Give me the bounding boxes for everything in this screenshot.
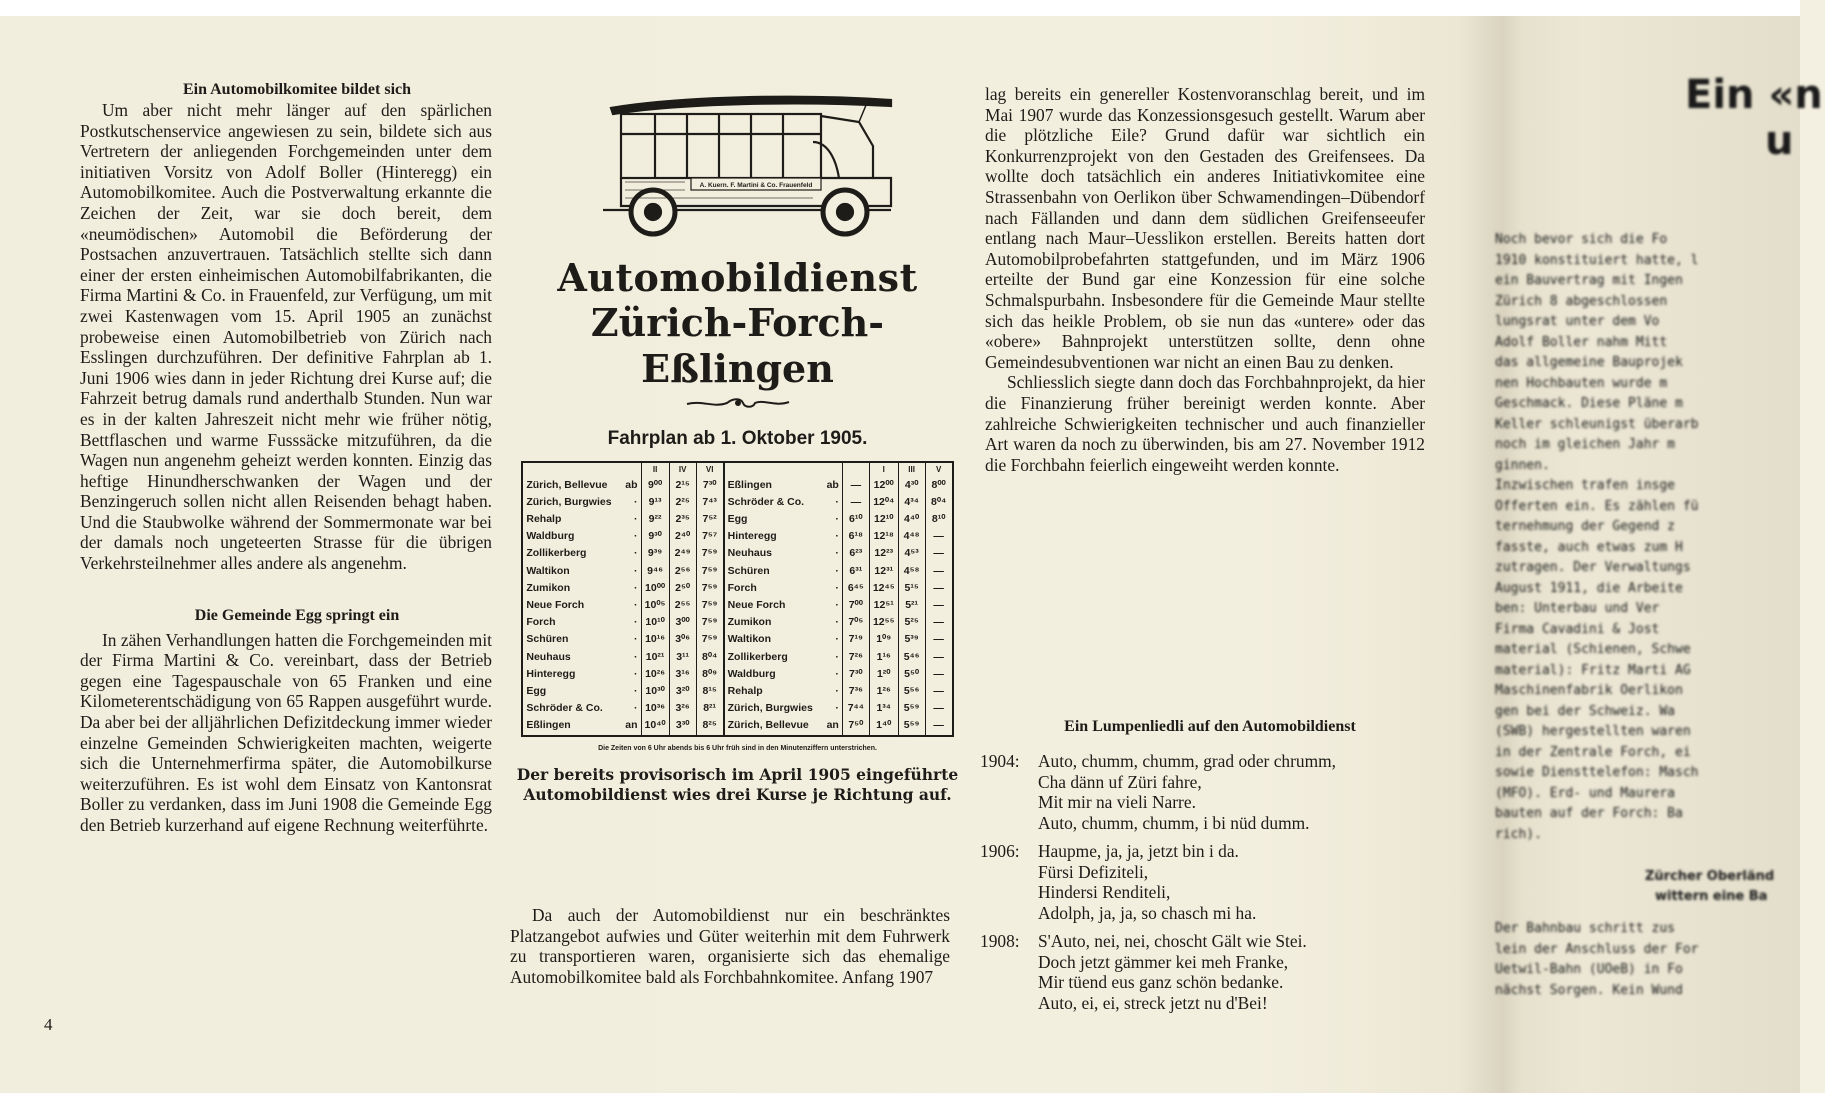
departure-time: 7⁵⁹	[696, 580, 724, 597]
departure-time: 9¹³	[641, 494, 669, 511]
departure-time: 2⁵⁶	[669, 563, 696, 580]
departure-time: —	[925, 545, 953, 562]
stanza-lines	[1038, 931, 1307, 1013]
course-number: III	[898, 462, 925, 477]
departure-time: 5⁴⁶	[898, 649, 925, 666]
dep-arr-marker: ·	[835, 513, 839, 525]
station-name: Neuhaus	[724, 545, 816, 562]
dep-arr-marker: ·	[835, 702, 839, 715]
departure-time: —	[925, 683, 953, 700]
timetable-row	[522, 597, 952, 614]
departure-time: 7⁰⁵	[842, 614, 869, 631]
dep-arr-marker: ·	[835, 564, 839, 577]
departure-time: 1¹⁶	[869, 649, 898, 666]
poem	[980, 717, 1400, 1021]
departure-time: 7⁵⁹	[696, 563, 724, 580]
station-name: Zürich, Bellevue	[724, 717, 816, 735]
station-name: Zumikon	[724, 614, 816, 631]
station-name: Zürich, Bellevue	[526, 478, 608, 491]
timetable-row	[522, 563, 952, 580]
station-name: Forch	[724, 580, 816, 597]
timetable-poster	[510, 86, 965, 805]
next-page-line: gen bei der Schweiz. Wa	[1495, 703, 1676, 719]
timetable-header-row	[522, 462, 952, 477]
station-name: Zürich, Burgwies	[724, 700, 816, 717]
departure-time: 3⁰⁰	[669, 614, 696, 631]
next-page-line: Maschinenfabrik Oerlikon	[1495, 683, 1683, 698]
next-page-line: nächst Sorgen. Kein Wund	[1495, 982, 1683, 998]
timetable-row	[522, 666, 952, 683]
next-page-line: Uetwil-Bahn (UOeB) in Fo	[1495, 962, 1683, 977]
departure-time: 2⁴⁰	[669, 528, 696, 545]
departure-time: 7³⁰	[696, 477, 724, 494]
departure-time: 7⁵⁷	[696, 528, 724, 545]
departure-time: —	[925, 597, 953, 614]
departure-time: 12⁴⁵	[869, 580, 898, 597]
departure-time: 3³⁰	[669, 717, 696, 735]
departure-time: 7⁵⁹	[696, 597, 724, 614]
departure-time: 6¹⁰	[842, 511, 869, 528]
station-name: Schüren	[526, 633, 569, 646]
dep-arr-marker: ·	[634, 616, 638, 629]
stanza-year: 1904:	[980, 751, 1020, 771]
poem-line: Doch jetzt gämmer kei meh Franke,	[1038, 951, 1289, 972]
paragraph: Um aber nicht mehr länger auf den spärlichen Postkutschenservice angewiesen zu sein, bildete sich aus Vertretern der anliegenden Forchgemeinden unter dem initiativen Vorsitz von Adolf Boller (Hinteregg) ein Automobilkomitee. Auch die Postverwaltung erkannte die Zeichen der Zeit, war sie doch bereit, dem «neumödischen» Automobil die Beförderung der Postsachen anzuvertrauen. Tatsächlich stellte sich dann einer der ersten einheimischen Automobilfabrikanten, die Firma Martini & Co. in Frauenfeld, zur Verfügung, um mit zwei Kastenwagen vom 15. April 1905 an zunächst probeweise einen Automobilbetrieb von Zürich nach Esslingen durchzuführen. Der definitive Fahrplan ab 1. Juni 1906 wies dann in jeder Richtung drei Kurse auf; die Fahrzeit betrug damals rund anderthalb Stunden. Nun war es in der kalten Jahreszeit nicht mehr wie früher nötig, Bettflaschen und warme Fusssäcke mitzuführen, da die Wagen nun angenehm geheizt werden konnten. Einzig das heftige Hinundherschwanken der Wagen und der Benzingeruch sollen nicht allen Reisenden behagt haben. Und die Staubwolke während der Sommermonate war bei der damals noch ungeteerten Strasse für die übrigen Verkehrsteilnehmer alles andere als angenehm.	[80, 100, 492, 574]
departure-time: 7⁵⁰	[842, 717, 869, 735]
dep-arr-marker: ·	[634, 667, 638, 680]
station-name: Neue Forch	[526, 599, 585, 612]
departure-time: —	[925, 528, 953, 545]
station-name: Waldburg	[526, 530, 575, 543]
course-number: I	[869, 462, 898, 477]
section-heading-egg: Die Gemeinde Egg springt ein	[194, 606, 400, 624]
departure-time: 8¹⁵	[696, 683, 724, 700]
departure-time: —	[842, 494, 869, 511]
departure-time: 10³⁶	[641, 700, 669, 717]
departure-time: 5¹⁵	[898, 580, 925, 597]
paragraph: Da auch der Automobildienst nur ein beschränktes Platzangebot aufwies und Güter weiterhin mit dem Fuhrwerk zu transportieren waren, organisierte sich das ehemalige Automobilkomitee bald als Forchbahnkomitee. Anfang 1907	[510, 905, 950, 987]
dep-arr-marker: ·	[835, 667, 839, 680]
departure-time: 4⁴⁰	[898, 511, 925, 528]
departure-time: 2³⁵	[669, 511, 696, 528]
next-page-line: Inzwischen trafen insge	[1495, 478, 1676, 493]
departure-time: 9³⁰	[641, 528, 669, 545]
poem-line: Auto, ei, ei, streck jetzt nu d'Bei!	[1038, 992, 1268, 1013]
next-page-line: Adolf Boller nahm Mitt	[1495, 334, 1668, 350]
departure-time: 9⁰⁰	[641, 477, 669, 494]
next-page-line: (SWB) hergestellten waren	[1495, 724, 1691, 739]
next-page-line: bauten auf der Forch: Ba	[1495, 806, 1683, 821]
dep-arr-marker: ·	[634, 702, 638, 715]
departure-time: 2⁵⁰	[669, 580, 696, 597]
middle-paragraph	[510, 905, 950, 987]
departure-time: 4³⁴	[898, 494, 925, 511]
dep-arr-marker: ·	[634, 495, 638, 508]
next-page-line: material): Fritz Marti AG	[1495, 662, 1691, 678]
dep-arr-marker: ·	[634, 599, 638, 612]
next-page-line: ginnen.	[1495, 457, 1550, 473]
dep-arr-marker: ·	[634, 513, 638, 525]
station-name: Neue Forch	[724, 597, 816, 614]
figure-caption: Der bereits provisorisch im April 1905 eingeführte Automobildienst wies drei Kurse je Richtung auf.	[516, 765, 959, 805]
departure-time: 3¹¹	[669, 649, 696, 666]
poem-line: Fürsi Defiziteli,	[1038, 861, 1149, 882]
vehicle-sign: A. Kuern. F. Martini & Co. Frauenfeld	[699, 182, 812, 189]
next-page-line: ben: Unterbau und Ver	[1495, 601, 1660, 616]
departure-time: —	[925, 614, 953, 631]
departure-time: 8⁰⁹	[696, 666, 724, 683]
station-name: Waltikon	[526, 564, 570, 577]
poem-stanza	[980, 931, 1400, 1013]
departure-time: 12⁵¹	[869, 597, 898, 614]
departure-time: 8²⁵	[696, 717, 724, 735]
dep-arr-marker: ·	[634, 633, 638, 646]
departure-time: 7⁵⁹	[696, 614, 724, 631]
next-page-line: noch im gleichen Jahr m	[1495, 437, 1676, 452]
next-page-line: August 1911, die Arbeite	[1495, 580, 1683, 596]
next-page-line: (MFO). Erd- und Maurera	[1495, 785, 1676, 801]
station-name: Zollikerberg	[526, 547, 587, 560]
dep-arr-marker: ·	[634, 564, 638, 577]
station-name: Zollikerberg	[724, 649, 816, 666]
departure-time: 1⁰⁹	[869, 631, 898, 648]
poster-route: Zürich-Forch-Eßlingen	[590, 300, 885, 391]
dep-arr-marker: ab	[625, 478, 638, 491]
dep-arr-marker: ·	[835, 650, 839, 663]
departure-time: 12²³	[869, 545, 898, 562]
station-name: Eßlingen	[724, 477, 816, 494]
poster-title: Automobildienst	[557, 255, 918, 300]
timetable-row	[522, 580, 952, 597]
station-name: Schröder & Co.	[724, 494, 816, 511]
next-page-line: nen Hochbauten wurde m	[1495, 375, 1668, 391]
course-number: II	[641, 462, 669, 477]
course-number: V	[925, 462, 953, 477]
station-name: Schröder & Co.	[526, 702, 603, 715]
timetable-row	[522, 631, 952, 648]
next-page-line: lein der Anschluss der For	[1495, 941, 1699, 957]
timetable-row	[522, 700, 952, 717]
poem-line: S'Auto, nei, nei, choscht Gält wie Stei.	[1038, 931, 1307, 951]
timetable-row	[522, 717, 952, 735]
stanza-lines	[1038, 751, 1336, 833]
departure-time: 10³⁰	[641, 683, 669, 700]
next-page-line: zutragen. Der Verwaltungs	[1495, 560, 1691, 575]
departure-time: —	[925, 563, 953, 580]
scan-border	[0, 0, 1800, 16]
departure-time: 2¹⁵	[669, 477, 696, 494]
course-number: IV	[669, 462, 696, 477]
timetable-note: Die Zeiten von 6 Uhr abends bis 6 Uhr früh sind in den Minutenziffern unterstrichen.	[598, 744, 877, 752]
departure-time: 12³¹	[869, 563, 898, 580]
next-page-line: Der Bahnbau schritt zus	[1495, 921, 1676, 936]
departure-time: 7²⁶	[842, 649, 869, 666]
station-name: Waldburg	[724, 666, 816, 683]
timetable	[521, 461, 953, 737]
departure-time: —	[925, 717, 953, 735]
departure-time: 3⁰⁶	[669, 631, 696, 648]
departure-time: —	[925, 666, 953, 683]
departure-time: 1²⁰	[869, 666, 898, 683]
departure-time: 9⁴⁶	[641, 563, 669, 580]
next-page-line: Zürich 8 abgeschlossen	[1495, 293, 1668, 309]
departure-time: 1⁴⁰	[869, 717, 898, 735]
departure-time: 1²⁶	[869, 683, 898, 700]
departure-time: 6²³	[842, 545, 869, 562]
poem-line: Haupme, ja, ja, jetzt bin i da.	[1038, 841, 1239, 861]
departure-time: 5²⁵	[898, 614, 925, 631]
timetable-row	[522, 528, 952, 545]
dep-arr-marker: an	[625, 719, 638, 732]
departure-time: 1³⁴	[869, 700, 898, 717]
dep-arr-marker: ·	[835, 530, 839, 543]
dep-arr-marker: ·	[835, 616, 839, 629]
page-number: 4	[44, 1015, 53, 1034]
dep-arr-marker: ·	[835, 495, 839, 508]
dep-arr-marker: ·	[835, 599, 839, 612]
departure-time: 5⁵⁰	[898, 666, 925, 683]
departure-time: 5⁵⁶	[898, 683, 925, 700]
departure-time: 9²²	[641, 511, 669, 528]
departure-time: 5³⁹	[898, 631, 925, 648]
departure-time: —	[842, 477, 869, 494]
poem-heading: Ein Lumpenliedli auf den Automobildienst	[1064, 718, 1356, 735]
departure-time: 8⁰⁴	[925, 494, 953, 511]
course-number: VI	[696, 462, 724, 477]
next-page-line: Keller schleunigst überarb	[1495, 416, 1699, 432]
next-page-line: ternehmung der Gegend z	[1495, 519, 1676, 534]
section-heading: Ein Automobilkomitee bildet sich	[182, 81, 412, 98]
dep-arr-marker: ·	[634, 547, 638, 560]
dep-arr-marker: ·	[835, 633, 839, 646]
dep-arr-marker: ·	[835, 547, 839, 560]
next-page-line: sowie Diensttelefon: Masch	[1495, 765, 1699, 780]
departure-time: 10²¹	[641, 649, 669, 666]
departure-time: 5²¹	[898, 597, 925, 614]
departure-time: 12⁰⁴	[869, 494, 898, 511]
departure-time: 12⁵⁵	[869, 614, 898, 631]
departure-time: —	[925, 649, 953, 666]
timetable-row	[522, 494, 952, 511]
station-name: Zumikon	[526, 581, 571, 594]
departure-time: 6¹⁸	[842, 528, 869, 545]
station-name: Egg	[526, 685, 547, 698]
dep-arr-marker: ·	[835, 685, 839, 698]
departure-time: 3²⁰	[669, 683, 696, 700]
departure-time: 5⁵⁹	[898, 717, 925, 735]
next-page-line: material (Schienen, Schwe	[1495, 642, 1691, 657]
timetable-subtitle: Fahrplan ab 1. Oktober 1905.	[607, 427, 868, 449]
departure-time: 8¹⁰	[925, 511, 953, 528]
departure-time: 6⁴⁵	[842, 580, 869, 597]
departure-time: 4⁵³	[898, 545, 925, 562]
next-page-line: rich).	[1495, 826, 1542, 842]
timetable-row	[522, 614, 952, 631]
dep-arr-marker: an	[826, 719, 839, 732]
departure-time: 3²⁶	[669, 700, 696, 717]
dep-arr-marker: ·	[634, 650, 638, 663]
next-page-line: Offerten ein. Es zählen fü	[1495, 498, 1699, 514]
departure-time: 10⁰⁵	[641, 597, 669, 614]
timetable-row	[522, 683, 952, 700]
left-column	[80, 80, 492, 836]
departure-time: 7⁴³	[696, 494, 724, 511]
departure-time: 9³⁹	[641, 545, 669, 562]
motor-bus-illustration	[573, 86, 903, 246]
departure-time: 10¹⁰	[641, 614, 669, 631]
next-page-heading: Zürcher Oberländ	[1645, 869, 1775, 884]
station-name: Schüren	[724, 563, 816, 580]
paragraph: In zähen Verhandlungen hatten die Forchgemeinden mit der Firma Martini & Co. vereinbart, dass der Betrieb gegen eine Tagespauschale von 65 Franken und eine Kilometerentschädigung von 65 Rappen ausgeführt wurde. Da aber bei der alljährlichen Defizitdeckung immer wieder einzelne Gemeinden Schwierigkeiten machten, weigerte sich die Unternehmerfirma später, die Automobilkurse weiterzuführen. Es ist wohl dem Einsatz von Kantonsrat Boller zu verdanken, dass im Juni 1908 die Gemeinde Egg den Betrieb kurzerhand auf eigene Rechnung weiterführte.	[80, 629, 492, 835]
timetable-row	[522, 511, 952, 528]
timetable-row	[522, 477, 952, 494]
poem-line: Auto, chumm, chumm, i bi nüd dumm.	[1038, 812, 1310, 833]
departure-time: —	[925, 700, 953, 717]
departure-time: 7³⁰	[842, 666, 869, 683]
next-page-line: fasste, auch etwas zum H	[1495, 539, 1683, 555]
poem-line: Mit mir na vieli Narre.	[1038, 792, 1196, 812]
departure-time: 8⁰⁴	[696, 649, 724, 666]
next-page-heading-2: wittern eine Ba	[1655, 889, 1768, 904]
next-page-line: Firma Cavadini & Jost	[1495, 621, 1660, 637]
next-page-line: 1910 konstituiert hatte, l	[1495, 252, 1699, 268]
station-name: Forch	[526, 616, 556, 629]
departure-time: —	[925, 631, 953, 648]
ornament-flourish	[683, 396, 793, 410]
departure-time: 7⁰⁰	[842, 597, 869, 614]
paragraph: lag bereits ein genereller Kostenvoranschlag bereit, und im Mai 1907 wurde das Konzessionsgesuch gestellt. Warum aber die plötzliche Eile? Grund dafür war sichtlich ein Konkurrenzprojekt von den Gestaden des Greifensees. Da wollte doch tatsächlich ein anderes Initiativkomitee eine Strassenbahn von Oerlikon über Schwamendingen–Dübendorf nach Fällanden und dann dem südlichen Greifenseeufer entlang nach Maur–Uesslikon erstellen. Bereits hatten dort Automobilprobefahrten stattgefunden, und im März 1906 erteilte der Bund gar eine Konzession für eine solche Schmalspurbahn. Insbesondere für die Gemeinde Maur stellte sich das heikle Problem, ob sie nun das «untere» oder das «obere» Bahnprojekt unterstützen sollte, denn ohne Gemeindesubventionen war nicht an einen Bau zu denken.	[985, 84, 1425, 372]
poem-line: Cha dänn uf Züri fahre,	[1038, 771, 1202, 792]
departure-time: 2⁵⁵	[669, 597, 696, 614]
next-page-line: Noch bevor sich die Fo	[1495, 232, 1668, 247]
station-name: Egg	[724, 511, 816, 528]
departure-time: 5⁵⁹	[898, 700, 925, 717]
next-page-preview	[1495, 70, 1825, 1001]
departure-time: 7⁴⁴	[842, 700, 869, 717]
departure-time: 12⁰⁰	[869, 477, 898, 494]
departure-time: 4⁴⁸	[898, 528, 925, 545]
stanza-year: 1908:	[980, 931, 1020, 951]
next-page-line: Geschmack. Diese Pläne m	[1495, 396, 1683, 411]
dep-arr-marker: ·	[634, 581, 638, 594]
departure-time: 4⁵⁸	[898, 563, 925, 580]
departure-time: 10⁴⁰	[641, 717, 669, 735]
station-name: Waltikon	[724, 631, 816, 648]
departure-time: 7⁵⁹	[696, 631, 724, 648]
next-page-line: in der Zentrale Forch, ei	[1495, 744, 1691, 760]
station-name: Hinteregg	[724, 528, 816, 545]
poem-stanza	[980, 751, 1400, 833]
departure-time: —	[925, 580, 953, 597]
station-name: Neuhaus	[526, 650, 571, 663]
poem-line: Mir tüend eus ganz schön bedanke.	[1038, 972, 1284, 992]
paragraph: Schliesslich siegte dann doch das Forchbahnprojekt, da hier die Finanzierung früher bereinigt werden konnte. Aber zahlreiche Schwierigkeiten technischer und auch finanzieller Art waren da noch zu überwinden, bis am 27. November 1912 die Forchbahn feierlich eingeweiht werden konnte.	[985, 372, 1425, 475]
poem-line: Auto, chumm, chumm, grad oder chrumm,	[1038, 751, 1336, 771]
dep-arr-marker: ·	[634, 685, 638, 698]
departure-time: 12¹⁸	[869, 528, 898, 545]
departure-time: 10²⁶	[641, 666, 669, 683]
next-page-title: Ein «n	[1685, 72, 1823, 118]
departure-time: 10¹⁶	[641, 631, 669, 648]
departure-time: 7¹⁹	[842, 631, 869, 648]
departure-time: 2⁴⁹	[669, 545, 696, 562]
dep-arr-marker: ·	[634, 530, 638, 543]
station-name: Rehalp	[526, 513, 562, 525]
station-name: Rehalp	[724, 683, 816, 700]
departure-time: 3¹⁶	[669, 666, 696, 683]
next-page-line: ein Bauvertrag mit Ingen	[1495, 273, 1683, 288]
dep-arr-marker: ab	[826, 478, 839, 491]
departure-time: 7⁵²	[696, 511, 724, 528]
station-name: Zürich, Burgwies	[526, 495, 612, 508]
poem-line: Hindersi Renditeli,	[1038, 882, 1171, 902]
departure-time: 6³¹	[842, 563, 869, 580]
departure-time: 4³⁰	[898, 477, 925, 494]
departure-time: 12¹⁰	[869, 511, 898, 528]
poem-line: Adolph, ja, ja, so chasch mi ha.	[1038, 902, 1257, 923]
departure-time: 10⁰⁰	[641, 580, 669, 597]
departure-time: 8²¹	[696, 700, 724, 717]
departure-time: 8⁰⁰	[925, 477, 953, 494]
dep-arr-marker: ·	[835, 581, 839, 594]
departure-time: 2²⁵	[669, 494, 696, 511]
stanza-lines	[1038, 841, 1256, 923]
next-page-line: lungsrat unter dem Vo	[1495, 314, 1660, 329]
right-column	[985, 84, 1425, 475]
station-name: Eßlingen	[526, 719, 571, 732]
timetable-row	[522, 649, 952, 666]
next-page-line: das allgemeine Bauprojek	[1495, 355, 1683, 370]
departure-time: 7³⁶	[842, 683, 869, 700]
station-name: Hinteregg	[526, 667, 576, 680]
next-page-title-2: u	[1765, 118, 1794, 164]
stanza-year: 1906:	[980, 841, 1020, 861]
poem-stanza	[980, 841, 1400, 923]
departure-time: 7⁵⁹	[696, 545, 724, 562]
timetable-row	[522, 545, 952, 562]
